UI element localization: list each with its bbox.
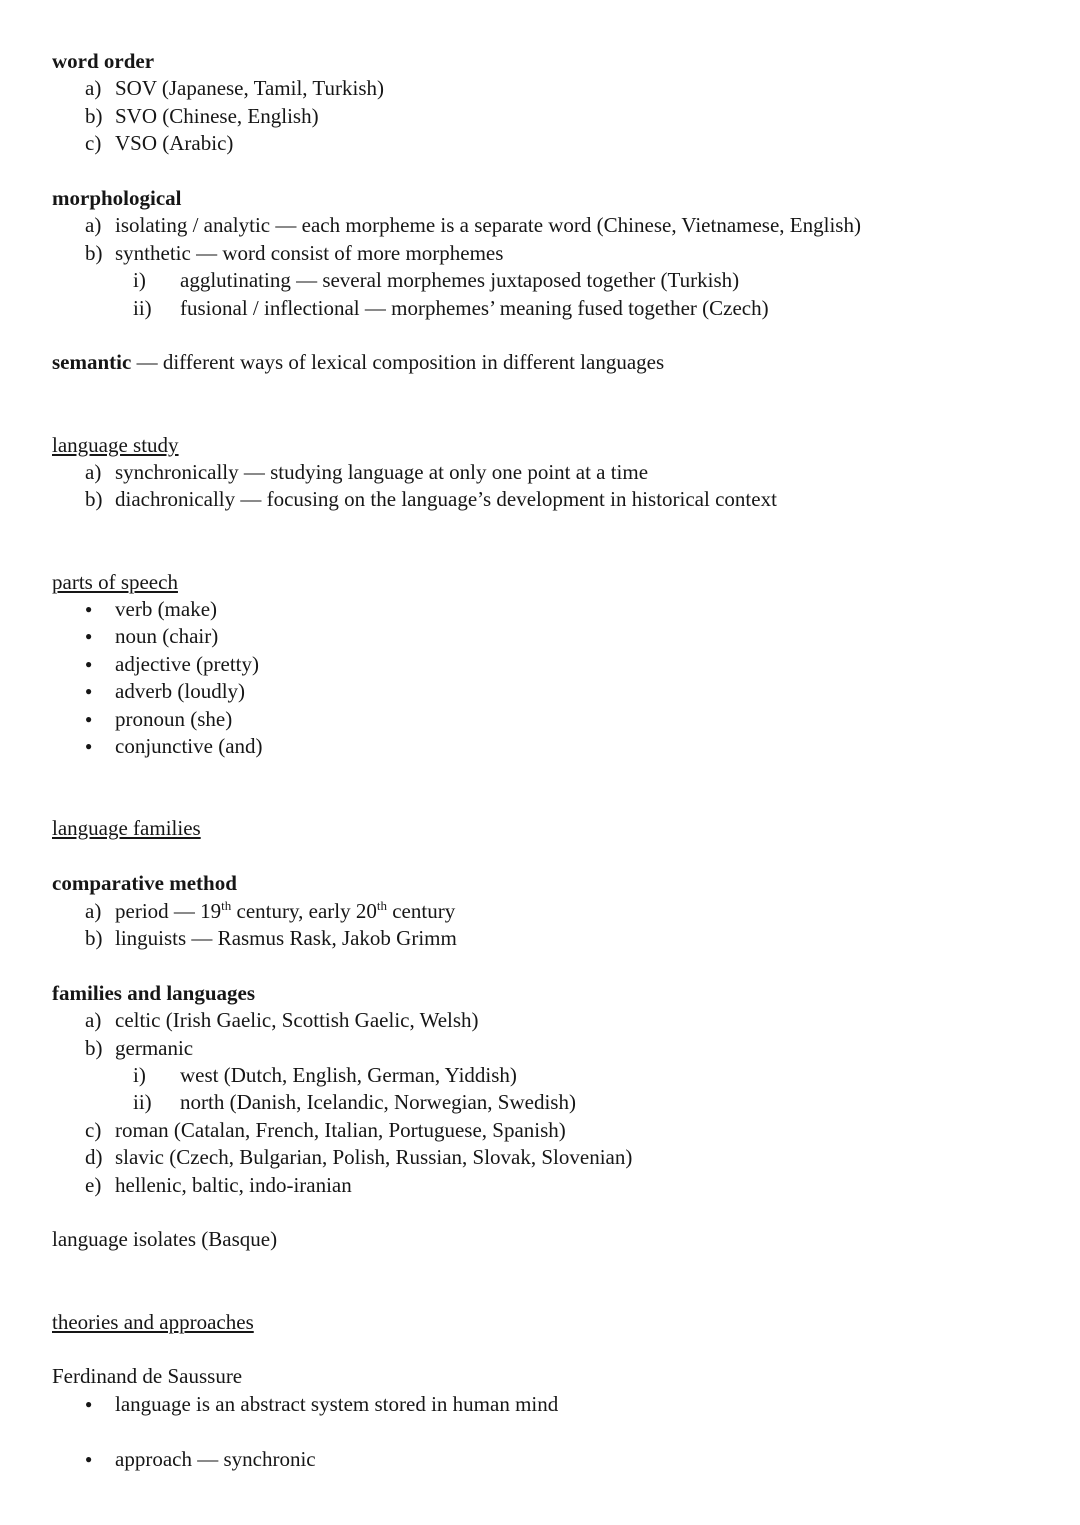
list-marker: b) xyxy=(85,1035,103,1060)
bullet-icon: ● xyxy=(85,739,93,754)
superscript-th: th xyxy=(376,897,387,913)
list-item-period xyxy=(85,898,1020,925)
list-item-text: roman (Catalan, French, Italian, Portuguese, Spanish) xyxy=(115,1117,566,1142)
list-marker: ii) xyxy=(133,295,152,320)
list-marker: a) xyxy=(85,213,102,238)
list-item-agglutinating xyxy=(133,267,1020,294)
list-item-germanic xyxy=(85,1035,1020,1062)
bullet-item-text: verb (make) xyxy=(115,597,218,622)
list-marker: b) xyxy=(85,103,103,128)
superscript-th: th xyxy=(221,897,232,913)
list-item-text: fusional / inflectional — morphemes’ meaning fused together (Czech) xyxy=(180,295,769,320)
list-marker: i) xyxy=(133,1062,146,1087)
list-item-text xyxy=(115,898,1020,925)
bullet-icon: ● xyxy=(85,711,93,726)
heading-theories-and-approaches: theories and approaches xyxy=(52,1309,254,1334)
list-item-synchronically xyxy=(85,459,1020,486)
bullet-item-abstract-system xyxy=(85,1391,1020,1418)
list-marker: a) xyxy=(85,76,102,101)
bullet-item-noun xyxy=(85,623,1020,650)
heading-families-and-languages: families and languages xyxy=(52,980,256,1005)
list-marker: b) xyxy=(85,925,103,950)
list-item-text: west (Dutch, English, German, Yiddish) xyxy=(180,1062,517,1087)
list-item-vso xyxy=(85,130,1020,157)
list-item-text: germanic xyxy=(115,1035,194,1060)
bullet-item-adjective xyxy=(85,651,1020,678)
list-item-isolating xyxy=(85,212,1020,239)
list-item-text: north (Danish, Icelandic, Norwegian, Swedish) xyxy=(180,1090,576,1115)
bullet-icon: ● xyxy=(85,656,93,671)
list-marker: c) xyxy=(85,1117,102,1142)
list-item-text: celtic (Irish Gaelic, Scottish Gaelic, Welsh) xyxy=(115,1008,479,1033)
list-item-text: SOV (Japanese, Tamil, Turkish) xyxy=(115,76,385,101)
list-item-roman xyxy=(85,1117,1020,1144)
list-item-diachronically xyxy=(85,486,1020,513)
bullet-icon: ● xyxy=(85,1451,93,1466)
list-item-text: SVO (Chinese, English) xyxy=(115,103,319,128)
period-text-part: period — 19 xyxy=(115,898,222,923)
bullet-icon: ● xyxy=(85,1396,93,1411)
bullet-item-approach-synchronic xyxy=(85,1446,1020,1473)
heading-word-order: word order xyxy=(52,49,155,73)
list-item-text: VSO (Arabic) xyxy=(115,131,234,156)
list-marker: a) xyxy=(85,460,102,485)
bullet-item-text: adjective (pretty) xyxy=(115,651,260,676)
bullet-icon: ● xyxy=(85,629,93,644)
list-item-linguists xyxy=(85,925,1020,952)
bullet-item-text: language is an abstract system stored in human mind xyxy=(115,1391,559,1416)
bullet-icon: ● xyxy=(85,684,93,699)
list-marker: e) xyxy=(85,1172,102,1197)
list-item-germanic-west xyxy=(133,1062,1020,1089)
semantic-definition: — different ways of lexical composition in different languages xyxy=(131,350,665,375)
list-marker: b) xyxy=(85,240,103,265)
heading-comparative-method: comparative method xyxy=(52,871,237,896)
bullet-item-conjunctive xyxy=(85,733,1020,760)
semantic-line xyxy=(52,349,1020,376)
bullet-item-text: approach — synchronic xyxy=(115,1446,316,1471)
heading-language-study: language study xyxy=(52,432,179,457)
list-item-sov xyxy=(85,75,1020,102)
list-item-text: diachronically — focusing on the language’s development in historical context xyxy=(115,487,777,512)
list-marker: ii) xyxy=(133,1090,152,1115)
period-text-part: century xyxy=(386,898,456,923)
language-isolates-line: language isolates (Basque) xyxy=(52,1227,278,1252)
bullet-item-pronoun xyxy=(85,706,1020,733)
bullet-item-text: adverb (loudly) xyxy=(115,679,246,704)
heading-parts-of-speech: parts of speech xyxy=(52,569,178,594)
list-item-synthetic xyxy=(85,240,1020,267)
list-item-text: synchronically — studying language at only one point at a time xyxy=(115,460,649,485)
bullet-item-text: noun (chair) xyxy=(115,624,219,649)
list-item-slavic xyxy=(85,1144,1020,1171)
list-item-svo xyxy=(85,103,1020,130)
list-item-text: slavic (Czech, Bulgarian, Polish, Russian, Slovak, Slovenian) xyxy=(115,1145,633,1170)
list-item-text: linguists — Rasmus Rask, Jakob Grimm xyxy=(115,925,457,950)
list-marker: b) xyxy=(85,487,103,512)
heading-morphological: morphological xyxy=(52,186,182,211)
list-item-hellenic xyxy=(85,1172,1020,1199)
list-marker: a) xyxy=(85,898,102,923)
list-marker: d) xyxy=(85,1145,103,1170)
list-marker: c) xyxy=(85,131,102,156)
list-item-germanic-north xyxy=(133,1089,1020,1116)
period-text-part: century, early 20 xyxy=(231,898,377,923)
list-item-text: synthetic — word consist of more morphemes xyxy=(115,240,504,265)
bullet-item-adverb xyxy=(85,678,1020,705)
list-item-fusional xyxy=(133,295,1020,322)
bullet-item-text: conjunctive (and) xyxy=(115,734,263,759)
list-marker: a) xyxy=(85,1008,102,1033)
bullet-icon: ● xyxy=(85,602,93,617)
semantic-term: semantic xyxy=(52,350,132,375)
list-item-text: hellenic, baltic, indo-iranian xyxy=(115,1172,352,1197)
list-item-text: isolating / analytic — each morpheme is a separate word (Chinese, Vietnamese, English) xyxy=(115,213,861,238)
list-marker: i) xyxy=(133,268,146,293)
list-item-text: agglutinating — several morphemes juxtaposed together (Turkish) xyxy=(180,268,740,293)
list-item-celtic xyxy=(85,1007,1020,1034)
bullet-item-text: pronoun (she) xyxy=(115,706,233,731)
heading-language-families: language families xyxy=(52,816,201,841)
saussure-name-line: Ferdinand de Saussure xyxy=(52,1364,243,1389)
bullet-item-verb xyxy=(85,596,1020,623)
